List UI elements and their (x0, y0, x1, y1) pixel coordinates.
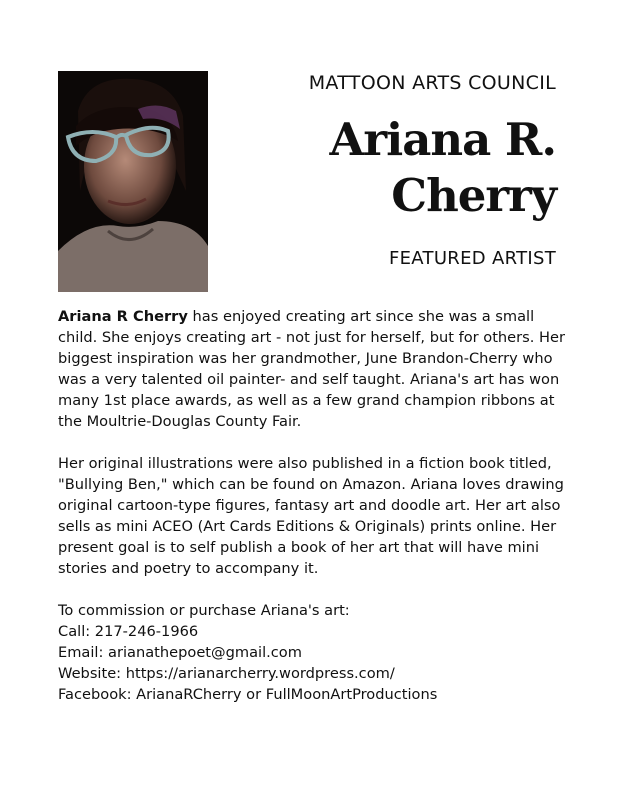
contact-phone: Call: 217-246-1966 (58, 623, 199, 640)
contact-intro: To commission or purchase Ariana's art: (58, 602, 350, 619)
artist-photo (58, 71, 208, 292)
artist-name-line1: Ariana R. (329, 113, 556, 166)
artist-name (330, 112, 556, 224)
bio-paragraph-1-text: has enjoyed creating art since she was a small child. She enjoys creating art - not just for herself, but for others. Her biggest inspiration was her grandmother, June Brandon-Cherry who was a very talented oil painter- and self taught. Ariana's art has won many 1st place awards, as well as a few grand champion ribbons at the Moultrie-Douglas County Fair. (58, 308, 565, 430)
contact-facebook: Facebook: ArianaRCherry or FullMoonArtProductions (58, 686, 438, 703)
bio-paragraph-2: Her original illustrations were also published in a fiction book titled, "Bullying Ben," which can be found on Amazon. Ariana loves drawing original cartoon-type figures, fantasy art and doodle art. Her art also sells as mini ACEO (Art Cards Editions & Originals) prints online. Her present goal is to self publish a book of her art that will have mini stories and poetry to accompany it. (58, 455, 564, 577)
contact-info (58, 600, 568, 705)
featured-artist-label: FEATURED ARTIST (388, 248, 556, 269)
bio-paragraph-1 (58, 306, 568, 432)
artist-name-line2: Cherry (391, 169, 556, 222)
contact-website: Website: https://arianarcherry.wordpress.com/ (58, 665, 395, 682)
bio-artist-name: Ariana R Cherry (58, 308, 188, 325)
organization-name: MATTOON ARTS COUNCIL (308, 72, 556, 94)
contact-email: Email: arianathepoet@gmail.com (58, 644, 302, 661)
bio-section (58, 306, 568, 705)
